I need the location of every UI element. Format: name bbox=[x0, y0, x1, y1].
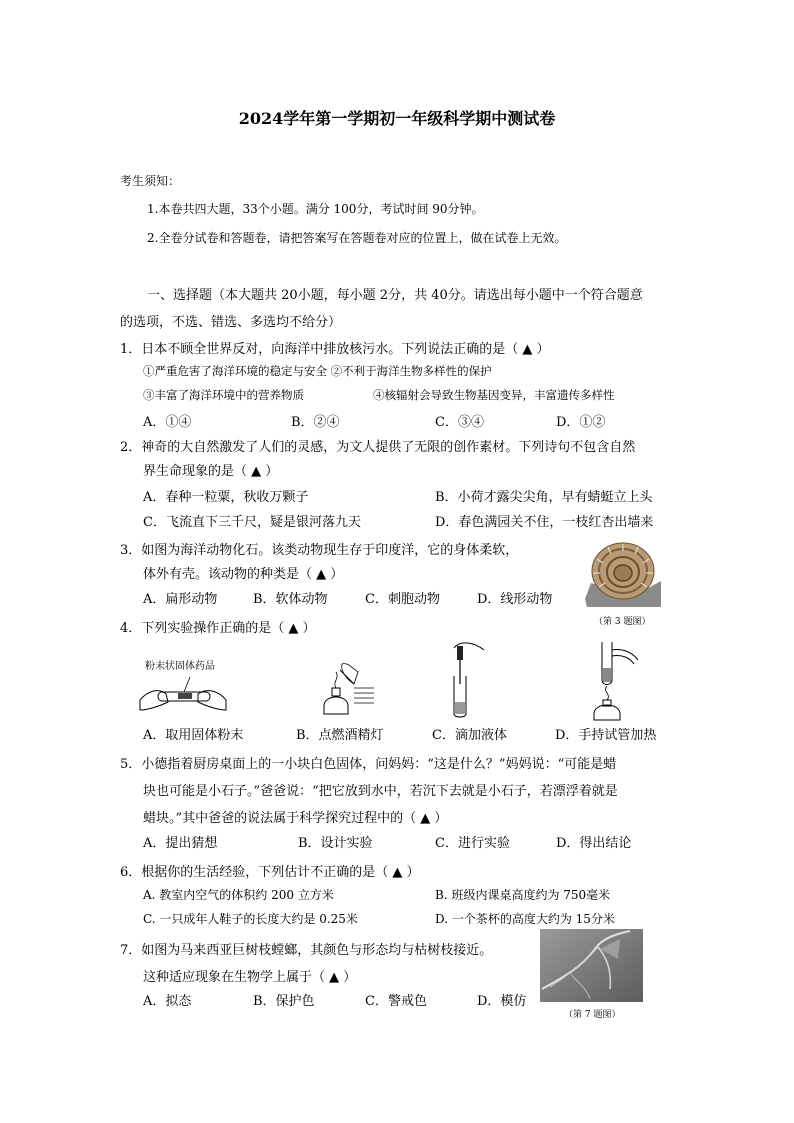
section-heading-line1: 一、选择题（本大题共 20小题，每小题 2分，共 40分。请选出每小题中一个符合题意 bbox=[147, 288, 643, 303]
question-5-option-b[interactable]: B．设计实验 bbox=[298, 836, 373, 851]
question-3-option-d[interactable]: D．线形动物 bbox=[477, 592, 553, 607]
question-3-figure-caption: （第 3 题图） bbox=[594, 617, 651, 627]
question-5-stem-2: 块也可能是小石子。”爸爸说：“把它放到水中，若沉下去就是小石子，若漂浮着就是 bbox=[143, 784, 618, 799]
fossil-image bbox=[583, 537, 663, 609]
question-5-stem-3: 蜡块。”其中爸爸的说法属于科学探究过程中的（ ▲ ） bbox=[143, 811, 448, 826]
powder-tube-image bbox=[138, 672, 228, 718]
question-5-option-d[interactable]: D．得出结论 bbox=[556, 836, 632, 851]
question-3-option-a[interactable]: A．扁形动物 bbox=[143, 592, 218, 607]
question-4-option-c[interactable]: C．滴加液体 bbox=[432, 728, 507, 743]
question-6-option-b[interactable]: B. 班级内课桌高度约为 750毫米 bbox=[435, 888, 611, 902]
question-2-option-a[interactable]: A．春种一粒粟，秋收万颗子 bbox=[143, 490, 309, 505]
question-5-option-c[interactable]: C．进行实验 bbox=[435, 836, 510, 851]
heating-tube-image bbox=[588, 640, 646, 722]
question-7-figure-caption: （第 7 题图） bbox=[564, 1010, 621, 1020]
question-1-statement-12: ①严重危害了海洋环境的稳定与安全 ②不利于海洋生物多样性的保护 bbox=[143, 364, 492, 378]
question-7-stem-2: 这种适应现象在生物学上属于（ ▲ ） bbox=[143, 970, 357, 985]
question-4-option-a[interactable]: A．取用固体粉末 bbox=[143, 728, 244, 743]
question-7-option-b[interactable]: B．保护色 bbox=[253, 994, 315, 1009]
section-heading-line2: 的选项，不选、错选、多选均不给分） bbox=[120, 315, 342, 330]
question-3-option-b[interactable]: B．软体动物 bbox=[253, 592, 328, 607]
question-3-option-c[interactable]: C．刺胞动物 bbox=[365, 592, 440, 607]
question-3-stem-1: 3．如图为海洋动物化石。该类动物现生存于印度洋，它的身体柔软， bbox=[120, 543, 519, 558]
question-5-stem-1: 5．小德指着厨房桌面上的一小块白色固体，问妈妈：“这是什么？”妈妈说：“可能是蜡 bbox=[120, 757, 617, 772]
question-1-option-b[interactable]: B．②④ bbox=[291, 415, 340, 430]
question-4-option-b[interactable]: B．点燃酒精灯 bbox=[296, 728, 384, 743]
question-2-option-d[interactable]: D．春色满园关不住，一枝红杏出墙来 bbox=[435, 515, 654, 530]
question-6-option-d[interactable]: D. 一个茶杯的高度大约为 15分米 bbox=[435, 912, 615, 926]
question-6-option-c[interactable]: C. 一只成年人鞋子的长度大约是 0.25米 bbox=[143, 912, 358, 926]
question-4-stem: 4．下列实验操作正确的是（ ▲ ） bbox=[120, 621, 316, 636]
question-2-stem-1: 2．神奇的大自然激发了人们的灵感，为文人提供了无限的创作素材。下列诗句不包含自然 bbox=[120, 440, 636, 455]
powder-label: 粉末状固体药品 bbox=[145, 661, 215, 672]
question-2-option-c[interactable]: C．飞流直下三千尺，疑是银河落九天 bbox=[143, 515, 361, 530]
alcohol-lamp-image bbox=[318, 660, 378, 718]
question-2-option-b[interactable]: B．小荷才露尖尖角，早有蜻蜓立上头 bbox=[435, 490, 653, 505]
question-6-option-a[interactable]: A. 教室内空气的体积约 200 立方米 bbox=[143, 888, 334, 902]
question-6-stem: 6．根据你的生活经验，下列估计不正确的是（ ▲ ） bbox=[120, 865, 420, 880]
question-7-stem-1: 7．如图为马来西亚巨树枝螳螂，其颜色与形态均与枯树枝接近。 bbox=[120, 943, 493, 958]
question-3-stem-2: 体外有壳。该动物的种类是（ ▲ ） bbox=[143, 567, 344, 582]
notice-item-1: 1.本卷共四大题，33个小题。满分 100分，考试时间 90分钟。 bbox=[147, 202, 484, 216]
question-1-option-a[interactable]: A．①④ bbox=[143, 415, 192, 430]
question-5-option-a[interactable]: A．提出猜想 bbox=[143, 836, 218, 851]
notice-item-2: 2.全卷分试卷和答题卷，请把答案写在答题卷对应的位置上，做在试卷上无效。 bbox=[147, 231, 567, 245]
mantis-image bbox=[540, 929, 643, 1002]
question-7-option-a[interactable]: A．拟态 bbox=[143, 994, 192, 1009]
question-1-statement-4: ④核辐射会导致生物基因变异，丰富遗传多样性 bbox=[373, 388, 615, 402]
question-1-option-c[interactable]: C．③④ bbox=[435, 415, 484, 430]
notice-heading: 考生须知： bbox=[120, 174, 181, 188]
question-1-statement-3: ③丰富了海洋环境中的营养物质 bbox=[143, 388, 304, 402]
question-1-stem: 1．日本不顾全世界反对，向海洋中排放核污水。下列说法正确的是（ ▲ ） bbox=[120, 342, 550, 357]
question-2-stem-2: 界生命现象的是（ ▲ ） bbox=[143, 464, 279, 479]
question-4-option-d[interactable]: D．手持试管加热 bbox=[555, 728, 657, 743]
exam-title: 2024学年第一学期初一年级科学期中测试卷 bbox=[238, 109, 556, 128]
question-7-option-c[interactable]: C．警戒色 bbox=[365, 994, 427, 1009]
dropper-image bbox=[440, 640, 490, 720]
question-1-option-d[interactable]: D．①② bbox=[556, 415, 606, 430]
question-7-option-d[interactable]: D．模仿 bbox=[477, 994, 527, 1009]
